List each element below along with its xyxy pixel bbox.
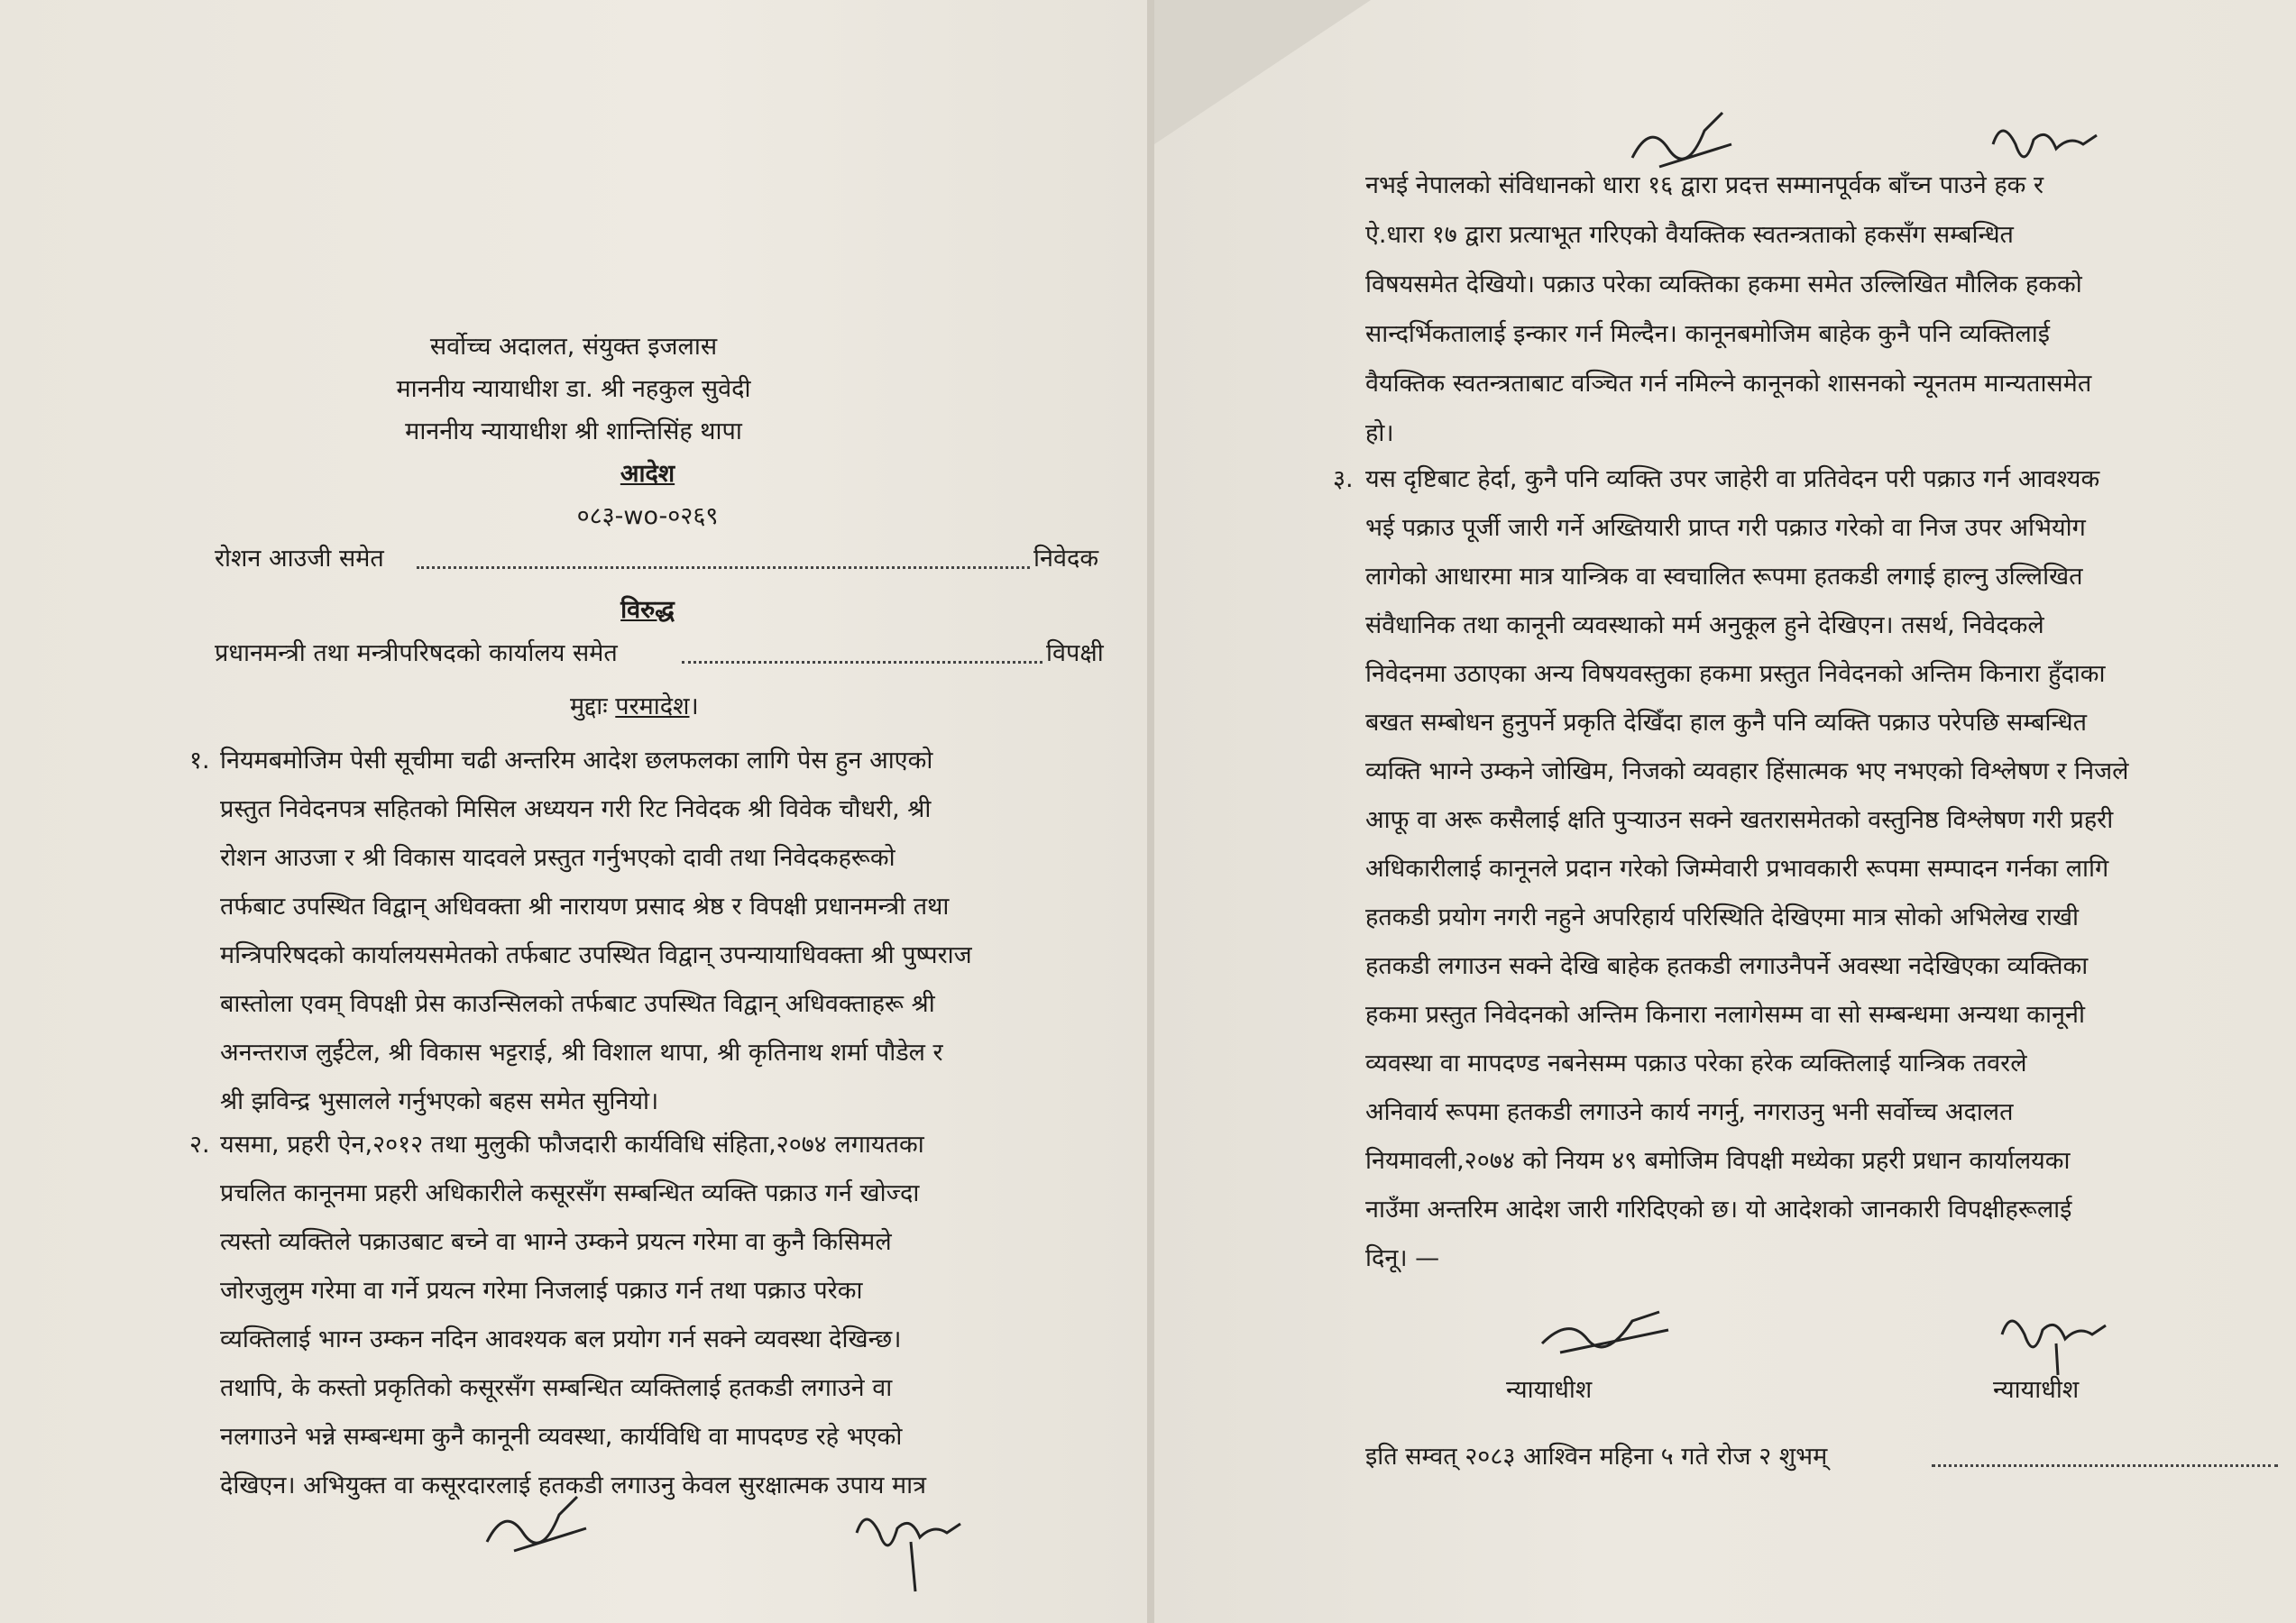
continued-line: वैयक्तिक स्वतन्त्रताबाट वञ्चित गर्न नमिल्ने कानूनको शासनको न्यूनतम मान्यतासमेत xyxy=(1365,370,2092,398)
order-title: आदेश xyxy=(620,460,675,488)
para-3-line: नियमावली,२०७४ को नियम ४९ बमोजिम विपक्षी मध्येका प्रहरी प्रधान कार्यालयका xyxy=(1365,1147,2071,1175)
signature-judge-1 xyxy=(478,1479,604,1560)
page-gutter xyxy=(1147,0,1154,1623)
respondent-name: प्रधानमन्त्री तथा मन्त्रीपरिषदको कार्यालय समेत xyxy=(215,639,618,667)
para-3-line: नाउँमा अन्तरिम आदेश जारी गरिदिएको छ। यो आदेशको जानकारी विपक्षीहरूलाई xyxy=(1365,1196,2072,1224)
para-1-line: नियमबमोजिम पेसी सूचीमा चढी अन्तरिम आदेश छलफलका लागि पेस हुन आएको xyxy=(220,747,933,775)
para-3-line: दिनू। — xyxy=(1365,1244,1440,1272)
subject-value: परमादेश xyxy=(615,692,690,720)
para-3-line: भई पक्राउ पूर्जी जारी गर्ने अख्तियारी प्राप्त गरी पक्राउ गरेको वा निज उपर अभियोग xyxy=(1365,514,2086,542)
para-3-line: लागेको आधारमा मात्र यान्त्रिक वा स्वचालित रूपमा हतकडी लगाई हाल्नु उल्लिखित xyxy=(1365,563,2083,591)
petitioner-role: निवेदक xyxy=(1033,545,1099,573)
para-3-line: बखत सम्बोधन हुनुपर्ने प्रकृति देखिँदा हाल कुनै पनि व्यक्ति पक्राउ परेपछि सम्बन्धित xyxy=(1365,709,2088,737)
judge-label-2: न्यायाधीश xyxy=(1993,1376,2080,1404)
judge-2: माननीय न्यायाधीश श्री शान्तिसिंह थापा xyxy=(405,417,742,445)
respondent-dots xyxy=(682,661,1042,664)
para-1-line: अनन्तराज लुईंटेल, श्री विकास भट्टराई, श्री विशाल थापा, श्री कृतिनाथ शर्मा पौडेल र xyxy=(220,1039,943,1067)
continued-line: सान्दर्भिकतालाई इन्कार गर्न मिल्दैन। कानूनबमोजिम बाहेक कुनै पनि व्यक्तिलाई xyxy=(1365,320,2051,348)
para-2-line: जोरजुलुम गरेमा वा गर्ने प्रयत्न गरेमा निजलाई पक्राउ गर्न तथा पक्राउ परेका xyxy=(220,1277,863,1305)
para-2-line: त्यस्तो व्यक्तिले पक्राउबाट बच्ने वा भाग्ने उम्कने प्रयत्न गरेमा वा कुनै किसिमले xyxy=(220,1228,892,1256)
para-3-line: अनिवार्य रूपमा हतकडी लगाउने कार्य नगर्नु, नगराउनु भनी सर्वोच्च अदालत xyxy=(1365,1098,2014,1126)
signature-judge-2 xyxy=(848,1497,974,1596)
continued-line: हो। xyxy=(1365,419,1394,447)
case-number: ०८३-wo-०२६९ xyxy=(576,502,719,530)
para-2-line: देखिएन। अभियुक्त वा कसूरदारलाई हतकडी लगाउनु केवल सुरक्षात्मक उपाय मात्र xyxy=(220,1472,927,1499)
signature-judge-1-bottom xyxy=(1533,1298,1677,1362)
subject-end: । xyxy=(689,692,699,720)
petitioner-name: रोशन आउजी समेत xyxy=(215,545,384,573)
date-dots xyxy=(1932,1464,2278,1467)
judge-1: माननीय न्यायाधीश डा. श्री नहकुल सुवेदी xyxy=(396,375,751,403)
para-3-line: व्यवस्था वा मापदण्ड नबनेसम्म पक्राउ परेका हरेक व्यक्तिलाई यान्त्रिक तवरले xyxy=(1365,1050,2027,1077)
para-3-line: अधिकारीलाई कानूनले प्रदान गरेको जिम्मेवारी प्रभावकारी रूपमा सम्पादन गर्नका लागि xyxy=(1365,855,2109,883)
continued-line: विषयसमेत देखियो। पक्राउ परेका व्यक्तिका हकमा समेत उल्लिखित मौलिक हकको xyxy=(1365,270,2082,298)
para-2-line: प्रचलित कानूनमा प्रहरी अधिकारीले कसूरसँग सम्बन्धित व्यक्ति पक्राउ गर्न खोज्दा xyxy=(220,1179,920,1207)
date-line: इति सम्वत् २०८३ आश्विन महिना ५ गते रोज २ शुभम् xyxy=(1365,1443,1828,1471)
para-1-number: १. xyxy=(189,747,210,775)
para-1-line: प्रस्तुत निवेदनपत्र सहितको मिसिल अध्ययन गरी रिट निवेदक श्री विवेक चौधरी, श्री xyxy=(220,795,932,823)
para-3 xyxy=(1365,463,2267,1293)
para-3-line: हतकडी लगाउन सक्ने देखि बाहेक हतकडी लगाउनैपर्ने अवस्था नदेखिएका व्यक्तिका xyxy=(1365,952,2089,980)
para-2-line: यसमा, प्रहरी ऐन,२०१२ तथा मुलुकी फौजदारी कार्यविधि संहिता,२०७४ लगायतका xyxy=(220,1131,924,1159)
continued-text xyxy=(1365,170,2267,467)
right-page xyxy=(1154,0,2296,1623)
para-1 xyxy=(220,745,1086,1142)
para-1-line: मन्त्रिपरिषदको कार्यालयसमेतको तर्फबाट उपस्थित विद्वान् उपन्यायाधिवक्ता श्री पुष्पराज xyxy=(220,941,972,969)
signature-judge-2-bottom xyxy=(1993,1298,2119,1380)
para-1-line: श्री झविन्द्र भुसालले गर्नुभएको बहस समेत सुनियो। xyxy=(220,1087,659,1115)
petitioner-dots xyxy=(417,566,1030,569)
para-1-line: तर्फबाट उपस्थित विद्वान् अधिवक्ता श्री नारायण प्रसाद श्रेष्ठ र विपक्षी प्रधानमन्त्री तथा xyxy=(220,893,950,921)
subject-line xyxy=(570,691,699,723)
para-3-line: व्यक्ति भाग्ने उम्कने जोखिम, निजको व्यवहार हिंसात्मक भए नभएको विश्लेषण र निजले xyxy=(1365,757,2129,785)
para-2-line: नलगाउने भन्ने सम्बन्धमा कुनै कानूनी व्यवस्था, कार्यविधि वा मापदण्ड रहे भएको xyxy=(220,1423,903,1451)
para-3-line: निवेदनमा उठाएका अन्य विषयवस्तुका हकमा प्रस्तुत निवेदनको अन्तिम किनारा हुँदाका xyxy=(1365,660,2106,688)
court-name: सर्वोच्च अदालत, संयुक्त इजलास xyxy=(429,333,718,361)
continued-line: नभई नेपालको संविधानको धारा १६ द्वारा प्रदत्त सम्मानपूर्वक बाँच्न पाउने हक र xyxy=(1365,171,2044,199)
para-3-line: आफू वा अरू कसैलाई क्षति पुर्‍याउन सक्ने खतरासमेतको वस्तुनिष्ठ विश्लेषण गरी प्रहरी xyxy=(1365,806,2114,834)
continued-line: ऐ.धारा १७ द्वारा प्रत्याभूत गरिएको वैयक्तिक स्वतन्त्रताको हकसँग सम्बन्धित xyxy=(1365,221,2014,249)
versus: विरुद्ध xyxy=(620,596,675,624)
para-3-line: हतकडी प्रयोग नगरी नहुने अपरिहार्य परिस्थिति देखिएमा मात्र सोको अभिलेख राखी xyxy=(1365,903,2080,931)
para-2-line: तथापि, के कस्तो प्रकृतिको कसूरसँग सम्बन्धित व्यक्तिलाई हतकडी लगाउने वा xyxy=(220,1374,893,1402)
para-3-line: संवैधानिक तथा कानूनी व्यवस्थाको मर्म अनुकूल हुने देखिएन। तसर्थ, निवेदकले xyxy=(1365,611,2044,639)
left-page xyxy=(0,0,1147,1623)
para-3-line: हकमा प्रस्तुत निवेदनको अन्तिम किनारा नलागेसम्म वा सो सम्बन्धमा अन्यथा कानूनी xyxy=(1365,1001,2086,1029)
para-2-number: २. xyxy=(189,1131,210,1159)
subject-label: मुद्दाः xyxy=(570,692,608,720)
para-3-number: ३. xyxy=(1333,465,1354,493)
para-3-line: यस दृष्टिबाट हेर्दा, कुनै पनि व्यक्ति उपर जाहेरी वा प्रतिवेदन परी पक्राउ गर्न आवश्यक xyxy=(1365,465,2100,493)
judge-label-1: न्यायाधीश xyxy=(1506,1376,1593,1404)
signature-judge-1-top xyxy=(1623,99,1750,171)
respondent-role: विपक्षी xyxy=(1046,639,1104,667)
para-2-line: व्यक्तिलाई भाग्न उम्कन नदिन आवश्यक बल प्रयोग गर्न सक्ने व्यवस्था देखिन्छ। xyxy=(220,1325,902,1353)
para-1-line: बास्तोला एवम् विपक्षी प्रेस काउन्सिलको तर्फबाट उपस्थित विद्वान् अधिवक्ताहरू श्री xyxy=(220,990,935,1018)
para-1-line: रोशन आउजा र श्री विकास यादवले प्रस्तुत गर्नुभएको दावी तथा निवेदकहरूको xyxy=(220,844,895,872)
para-2 xyxy=(220,1129,1086,1526)
folded-corner xyxy=(1154,0,1371,144)
